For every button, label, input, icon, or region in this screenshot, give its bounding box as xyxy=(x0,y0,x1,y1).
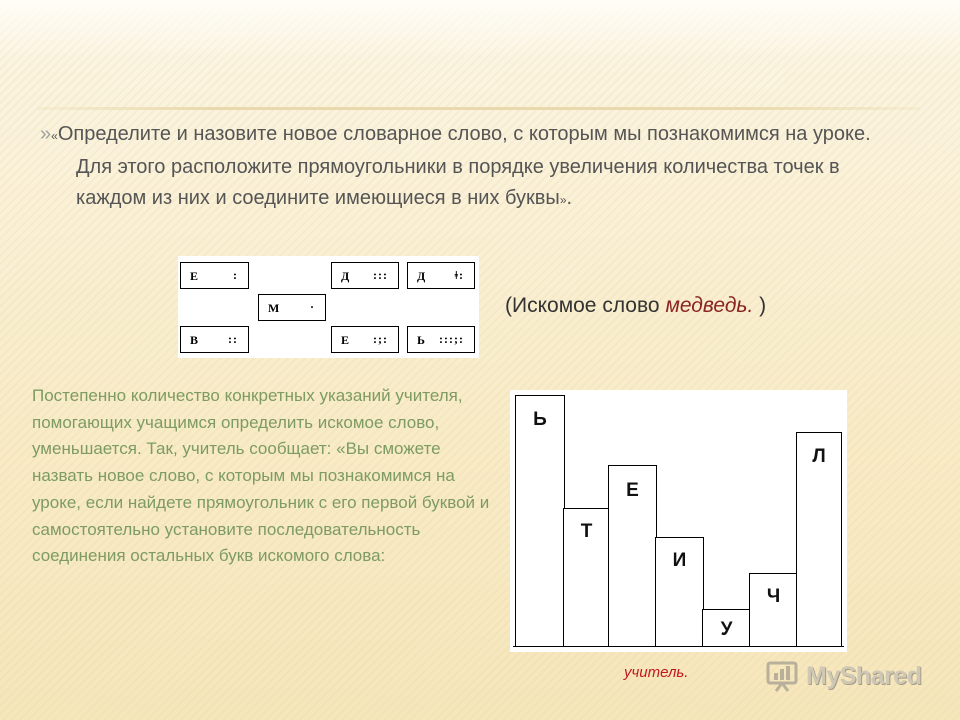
puzzle-dots: :::;: xyxy=(439,332,464,346)
step-column xyxy=(702,609,751,647)
puzzle-box xyxy=(407,262,475,289)
puzzle-letter: Е xyxy=(190,269,199,283)
puzzle-dots: : xyxy=(233,268,238,282)
step-column xyxy=(655,537,704,647)
step-column xyxy=(796,432,842,647)
presentation-icon xyxy=(766,660,800,692)
watermark-text: MyShared xyxy=(806,661,922,690)
close-quote: » xyxy=(559,193,567,207)
step-column xyxy=(608,465,657,647)
letter-steps-diagram xyxy=(510,390,847,652)
puzzle-letter: Д xyxy=(417,269,426,283)
step-letter: Ь xyxy=(533,409,547,430)
puzzle-grid xyxy=(178,256,479,358)
puzzle-letter: Д xyxy=(341,269,350,283)
intro-text xyxy=(40,119,906,216)
puzzle-letter: Ь xyxy=(417,333,425,347)
instruction-paragraph: Постепенно количество конкретных указаний учителя, помогающих учащимся определить искомое слово, уменьшается. Так, учитель сообщает: «Вы сможете назвать новое слово, с которым мы познакомимся на уроке, если найдете прямоугольник с его первой буквой и самостоятельно установите последовательность соединения остальных букв искомого слова: xyxy=(32,386,490,566)
title-divider xyxy=(38,107,920,110)
puzzle-letter: М xyxy=(268,301,280,315)
puzzle-box xyxy=(258,294,326,321)
answer-text xyxy=(505,294,766,318)
step-letter: У xyxy=(720,619,733,640)
intro-period: . xyxy=(566,187,573,209)
answer-suffix: ) xyxy=(753,294,767,317)
top-highlight-band xyxy=(0,0,960,60)
puzzle-dots: ::: xyxy=(373,268,388,282)
puzzle-box xyxy=(331,326,399,353)
step-letter: Е xyxy=(626,480,639,501)
puzzle-letter: Е xyxy=(341,333,350,347)
step-letter: Л xyxy=(812,446,826,467)
open-quote: « xyxy=(51,129,58,143)
step-column xyxy=(749,573,798,647)
puzzle-box xyxy=(407,326,475,353)
puzzle-dots: :: xyxy=(228,332,238,346)
puzzle-dots: :;: xyxy=(373,332,388,346)
intro-body: Определите и назовите новое словарное слово, с которым мы познакомимся на уроке. Для этого расположите прямоугольники в порядке увеличения количества точек в каждом из них и соедините имеющиеся в них буквы xyxy=(57,123,871,209)
step-column xyxy=(515,395,565,647)
step-letter: Ч xyxy=(766,586,781,607)
answer-caption: учитель. xyxy=(624,664,689,681)
step-letter: И xyxy=(672,550,687,571)
puzzle-box xyxy=(180,326,249,353)
diagram-baseline xyxy=(513,646,844,647)
watermark-logo xyxy=(766,656,921,696)
answer-word: медведь. xyxy=(665,294,754,317)
puzzle-letter: В xyxy=(190,333,199,347)
puzzle-box xyxy=(180,262,249,289)
puzzle-dots: ǂ: xyxy=(454,268,464,282)
puzzle-dots: · xyxy=(309,300,315,314)
answer-prefix: (Искомое слово xyxy=(505,294,666,317)
step-letter: Т xyxy=(580,521,593,542)
bullet-icon: » xyxy=(40,123,52,145)
step-column xyxy=(563,508,610,647)
puzzle-box xyxy=(331,262,399,289)
